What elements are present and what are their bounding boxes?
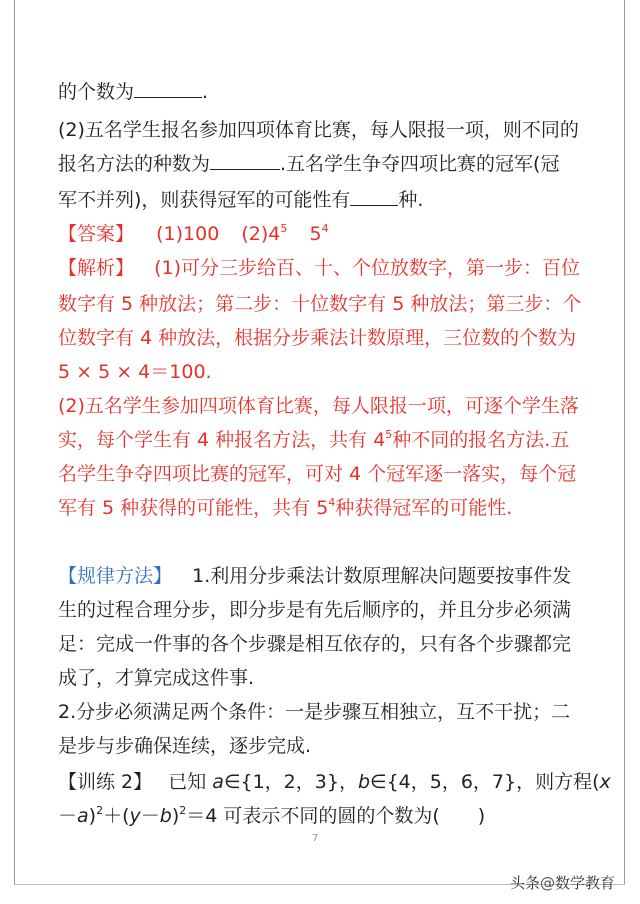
training-label: 【训练 2】 [58,771,153,793]
variable-y: y [129,805,141,827]
method-line-4 [58,662,254,694]
training-line-2 [58,800,485,832]
page-right-border [624,0,625,885]
square-exponent: 2 [96,804,104,817]
explanation-text: 5 × 5 × 4＝100. [58,361,212,383]
explanation-text: 数字有 5 种放法；第二步：十位数字有 5 种放法；第三步：个 [58,293,582,315]
explanation-line-4 [58,356,212,388]
training-text: － [140,805,160,827]
question-part2-line-2 [58,148,559,180]
method-text: 生的过程合理分步，即分步是有先后顺序的，并且分步必须满 [58,599,572,621]
question-text: . [202,81,209,103]
method-text: 成了，才算完成这件事. [58,667,255,689]
answer-part3-exponent: 4 [321,222,329,235]
explanation-text: 实，每个学生有 4 种报名方法，共有 4 [58,429,386,451]
method-label: 【规律方法】 [58,565,173,587]
watermark-prefix: 头条 [510,874,541,892]
method-text: 是步与步确保连续，逐步完成. [58,735,312,757]
method-text: 1.利用分步乘法计数原理解决问题要按事件发 [192,565,572,587]
training-text: 已知 [168,771,207,793]
explanation-line-8 [58,492,512,524]
variable-b: b [159,805,172,827]
question-part2-line-3 [58,184,423,216]
question-part2-line-1 [58,114,579,146]
explanation-line-1 [58,252,580,284]
answer-part1: (1)100 [156,223,220,245]
training-text: ∈{4，5，6，7}，则方程( [370,771,600,793]
method-line-2 [58,594,571,626]
method-line-1 [58,560,571,592]
training-line-1 [58,766,611,798]
training-text: ) [88,805,97,827]
method-line-3 [58,628,571,660]
question-text: (2)五名学生报名参加四项体育比赛，每人限报一项，则不同的 [58,119,579,141]
answer-part3: 5 [309,223,322,245]
variable-x: x [599,771,611,793]
question-text: 种. [398,189,424,211]
question-text: 报名方法的种数为 [58,153,211,175]
question-part1-line [58,76,208,108]
method-text: 足：完成一件事的各个步骤是相互依存的，只有各个步骤都完 [58,633,572,655]
variable-a: a [212,771,224,793]
training-text: ＋( [103,805,130,827]
explanation-exponent: 5 [385,428,393,441]
page-number: 7 [312,833,319,844]
explanation-text: (1)可分三步给百、十、个位放数字，第一步：百位 [154,257,581,279]
training-text: ∈{1，2，3}， [223,771,358,793]
answer-blank [134,79,202,98]
explanation-exponent: 4 [328,496,336,509]
method-line-6 [58,730,311,762]
variable-b: b [357,771,371,793]
explanation-label: 【解析】 [58,257,135,279]
explanation-line-6 [58,424,569,456]
training-text: － [58,805,78,827]
answer-blank [210,151,280,170]
watermark-name: 数学教育 [555,874,616,892]
method-text: 2.分步必须满足两个条件：一是步骤互相独立，互不干扰；二 [58,701,571,723]
answer-part2-exponent: 5 [280,222,288,235]
explanation-text: (2)五名学生参加四项体育比赛，每人限报一项，可逐个学生落 [58,395,579,417]
explanation-text: 种不同的报名方法.五 [392,429,570,451]
explanation-text: 名学生争夺四项比赛的冠军，可对 4 个冠军逐一落实，每个冠 [58,463,577,485]
answer-blank [350,187,398,206]
watermark-at: @ [540,874,556,892]
question-text: .五名学生争夺四项比赛的冠军(冠 [280,153,560,175]
answer-line [58,218,329,250]
answer-part2: (2)4 [241,223,281,245]
watermark [510,872,615,893]
explanation-text: 军有 5 种获得的可能性，共有 5 [58,497,329,519]
explanation-text: 位数字有 4 种放法，根据分步乘法计数原理，三位数的个数为 [58,327,577,349]
answer-label: 【答案】 [58,223,135,245]
explanation-line-2 [58,288,581,320]
page-left-border [14,0,15,885]
training-text: ) [171,805,180,827]
training-text: ＝4 可表示不同的圆的个数为( ) [186,805,486,827]
explanation-line-5 [58,390,579,422]
method-line-5 [58,696,570,728]
explanation-line-7 [58,458,576,490]
explanation-line-3 [58,322,576,354]
explanation-text: 种获得冠军的可能性. [335,497,513,519]
variable-a: a [77,805,89,827]
square-exponent: 2 [179,804,187,817]
question-text: 军不并列)，则获得冠军的可能性有 [58,189,351,211]
question-text: 的个数为 [58,81,135,103]
